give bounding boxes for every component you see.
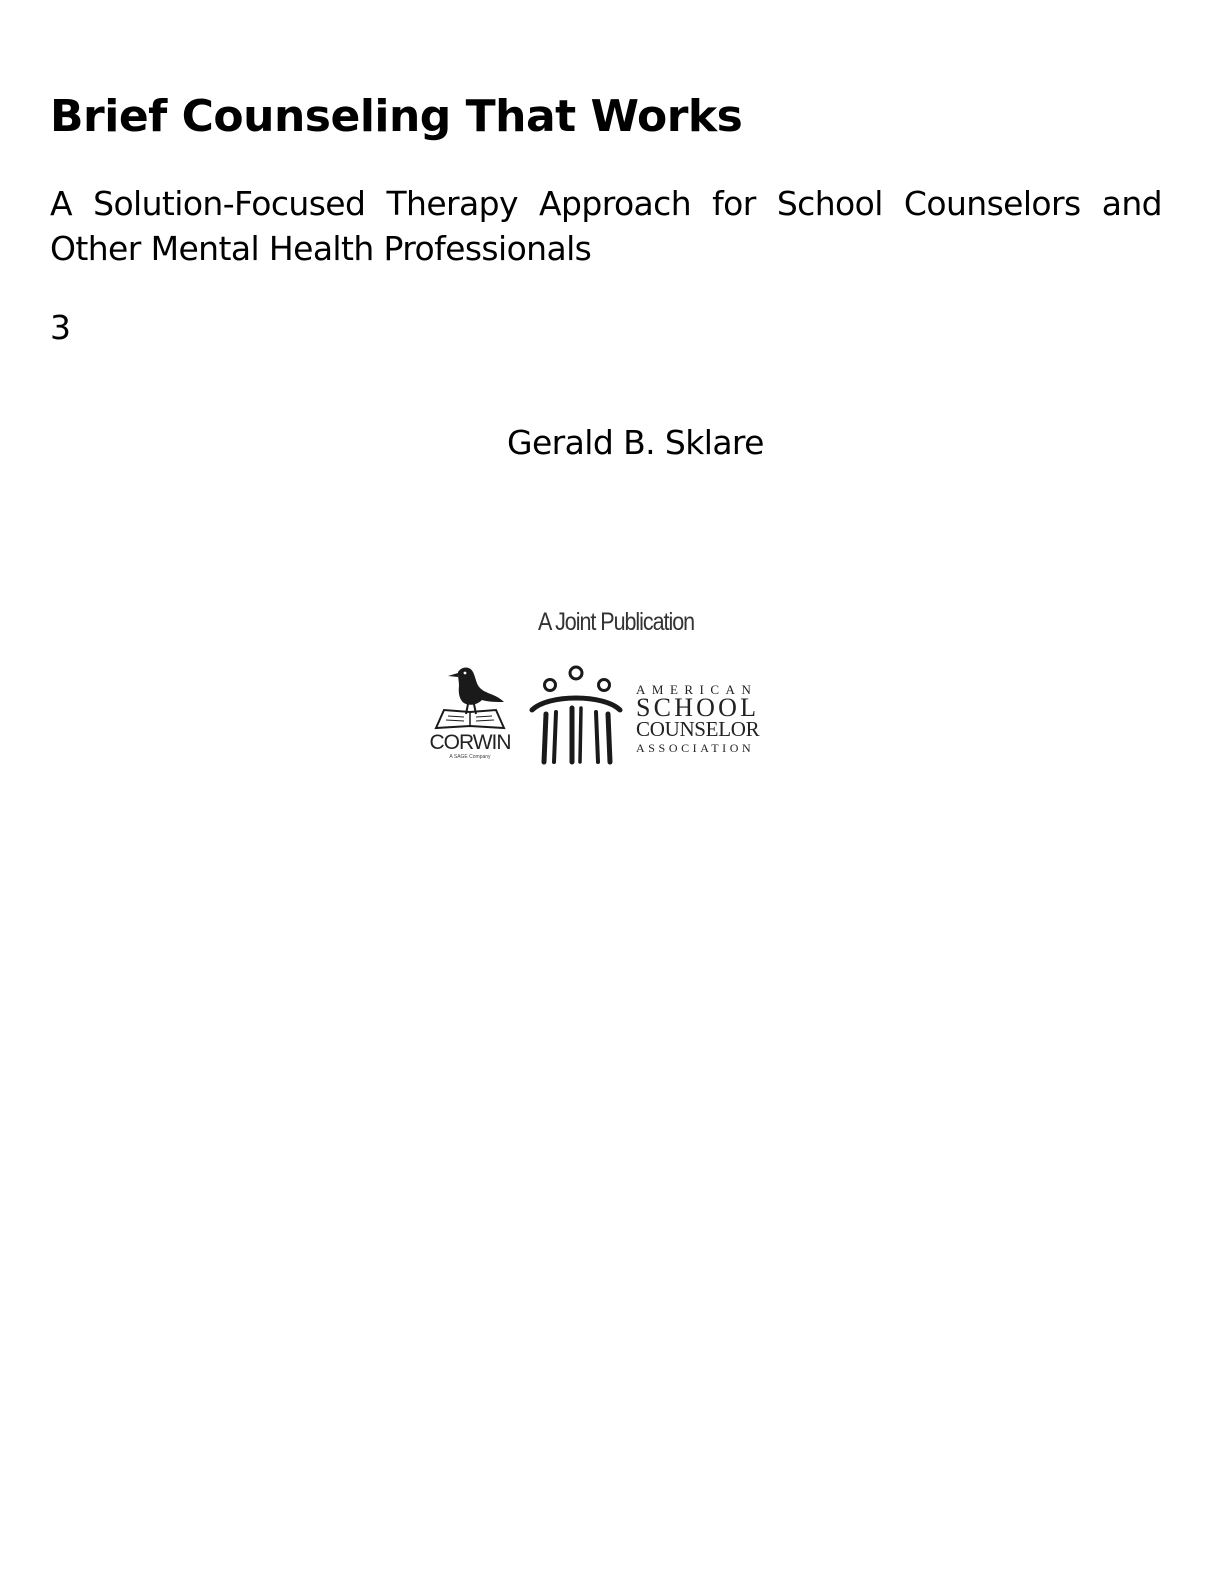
edition-number: 3 <box>50 308 71 347</box>
book-title: Brief Counseling That Works <box>50 91 743 142</box>
asca-line-association: ASSOCIATION <box>636 741 755 755</box>
corwin-logo <box>420 664 520 764</box>
asca-line-counselor: COUNSELOR <box>636 717 760 741</box>
columns-arc-icon <box>528 664 624 766</box>
asca-line-american: AMERICAN <box>636 682 758 697</box>
author-name: Gerald B. Sklare <box>507 423 764 462</box>
joint-publication-label: A Joint Publication <box>538 608 695 636</box>
corwin-name: CORWIN <box>429 731 511 754</box>
crow-on-book-icon <box>432 664 508 730</box>
asca-wordmark <box>636 682 792 756</box>
asca-line-school: SCHOOL <box>636 693 760 722</box>
book-subtitle: A Solution-Focused Therapy Approach for School Counselors and Other Mental Health Professionals <box>50 184 1162 268</box>
corwin-tagline: A SAGE Company <box>449 754 491 760</box>
